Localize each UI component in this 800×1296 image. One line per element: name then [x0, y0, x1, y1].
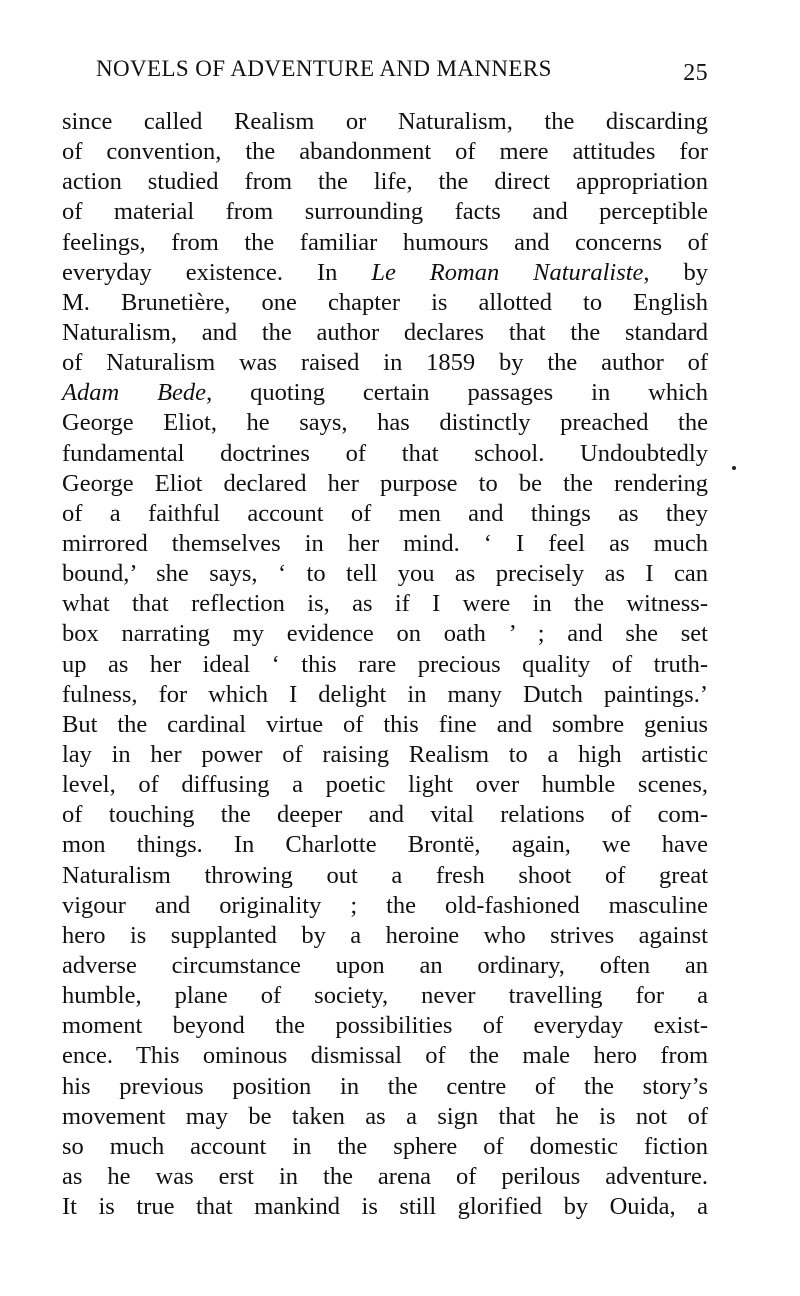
text-line: of Naturalism was raised in 1859 by the author of [62, 349, 708, 377]
text-line: what that reflection is, as if I were in the witness- [62, 590, 708, 618]
text-line: Adam Bede, quoting certain passages in which [62, 379, 709, 407]
chapter-title: NOVELS OF ADVENTURE AND MANNERS [96, 56, 552, 81]
italic-title: Le Roman Naturaliste [371, 258, 644, 286]
text-line: Naturalism, and the author declares that the standard [62, 318, 708, 346]
body-text [62, 107, 708, 1222]
page-number: 25 [683, 60, 708, 86]
text-line: mirrored themselves in her mind. ‘ I feel as much [62, 529, 708, 557]
text-line: box narrating my evidence on oath ’ ; and she set [62, 620, 708, 648]
text-line: lay in her power of raising Realism to a high artistic [62, 740, 708, 768]
text-line: up as her ideal ‘ this rare precious quality of truth- [62, 650, 708, 678]
text-line: of a faithful account of men and things as they [62, 499, 708, 527]
text-line: action studied from the life, the direct appropriation [62, 168, 708, 196]
text-line: of convention, the abandonment of mere attitudes for [62, 138, 708, 166]
text-line: George Eliot, he says, has distinctly preached the [62, 409, 708, 437]
text-line: adverse circumstance upon an ordinary, often an [62, 951, 708, 979]
text-line: But the cardinal virtue of this fine and sombre genius [62, 710, 708, 738]
text-line: level, of diffusing a poetic light over humble scenes, [62, 771, 708, 799]
running-head [96, 56, 708, 88]
text-line: hero is supplanted by a heroine who strives against [62, 921, 708, 949]
text-line: so much account in the sphere of domestic fiction [62, 1132, 708, 1160]
text-line: everyday existence. In Le Roman Naturaliste, by [62, 258, 709, 286]
text-line: bound,’ she says, ‘ to tell you as precisely as I can [62, 560, 708, 588]
print-speck [732, 466, 736, 470]
text-line: of material from surrounding facts and perceptible [62, 198, 708, 226]
text-line: Naturalism throwing out a fresh shoot of great [62, 861, 708, 889]
text-line: moment beyond the possibilities of everyday exist- [62, 1012, 708, 1040]
text-line: mon things. In Charlotte Brontë, again, we have [62, 831, 708, 859]
text-line: since called Realism or Naturalism, the discarding [62, 108, 708, 135]
text-line: fundamental doctrines of that school. Undoubtedly [62, 439, 708, 467]
text-line: fulness, for which I delight in many Dutch paintings.’ [62, 680, 708, 708]
text-line: M. Brunetière, one chapter is allotted to English [62, 288, 708, 316]
italic-title: Adam Bede [62, 379, 207, 407]
text-line: of touching the deeper and vital relations of com- [62, 801, 708, 829]
text-line: as he was erst in the arena of perilous adventure. [62, 1162, 708, 1190]
text-line: his previous position in the centre of the story’s [62, 1072, 708, 1100]
text-line: humble, plane of society, never travelling for a [62, 982, 708, 1010]
text-line: vigour and originality ; the old-fashioned masculine [62, 891, 708, 919]
text-line: It is true that mankind is still glorified by Ouida, a [62, 1193, 708, 1221]
text-line: movement may be taken as a sign that he is not of [62, 1102, 708, 1130]
text-line: ence. This ominous dismissal of the male hero from [62, 1042, 708, 1070]
text-line: George Eliot declared her purpose to be the rendering [62, 469, 708, 497]
text-line: feelings, from the familiar humours and concerns of [62, 228, 708, 256]
